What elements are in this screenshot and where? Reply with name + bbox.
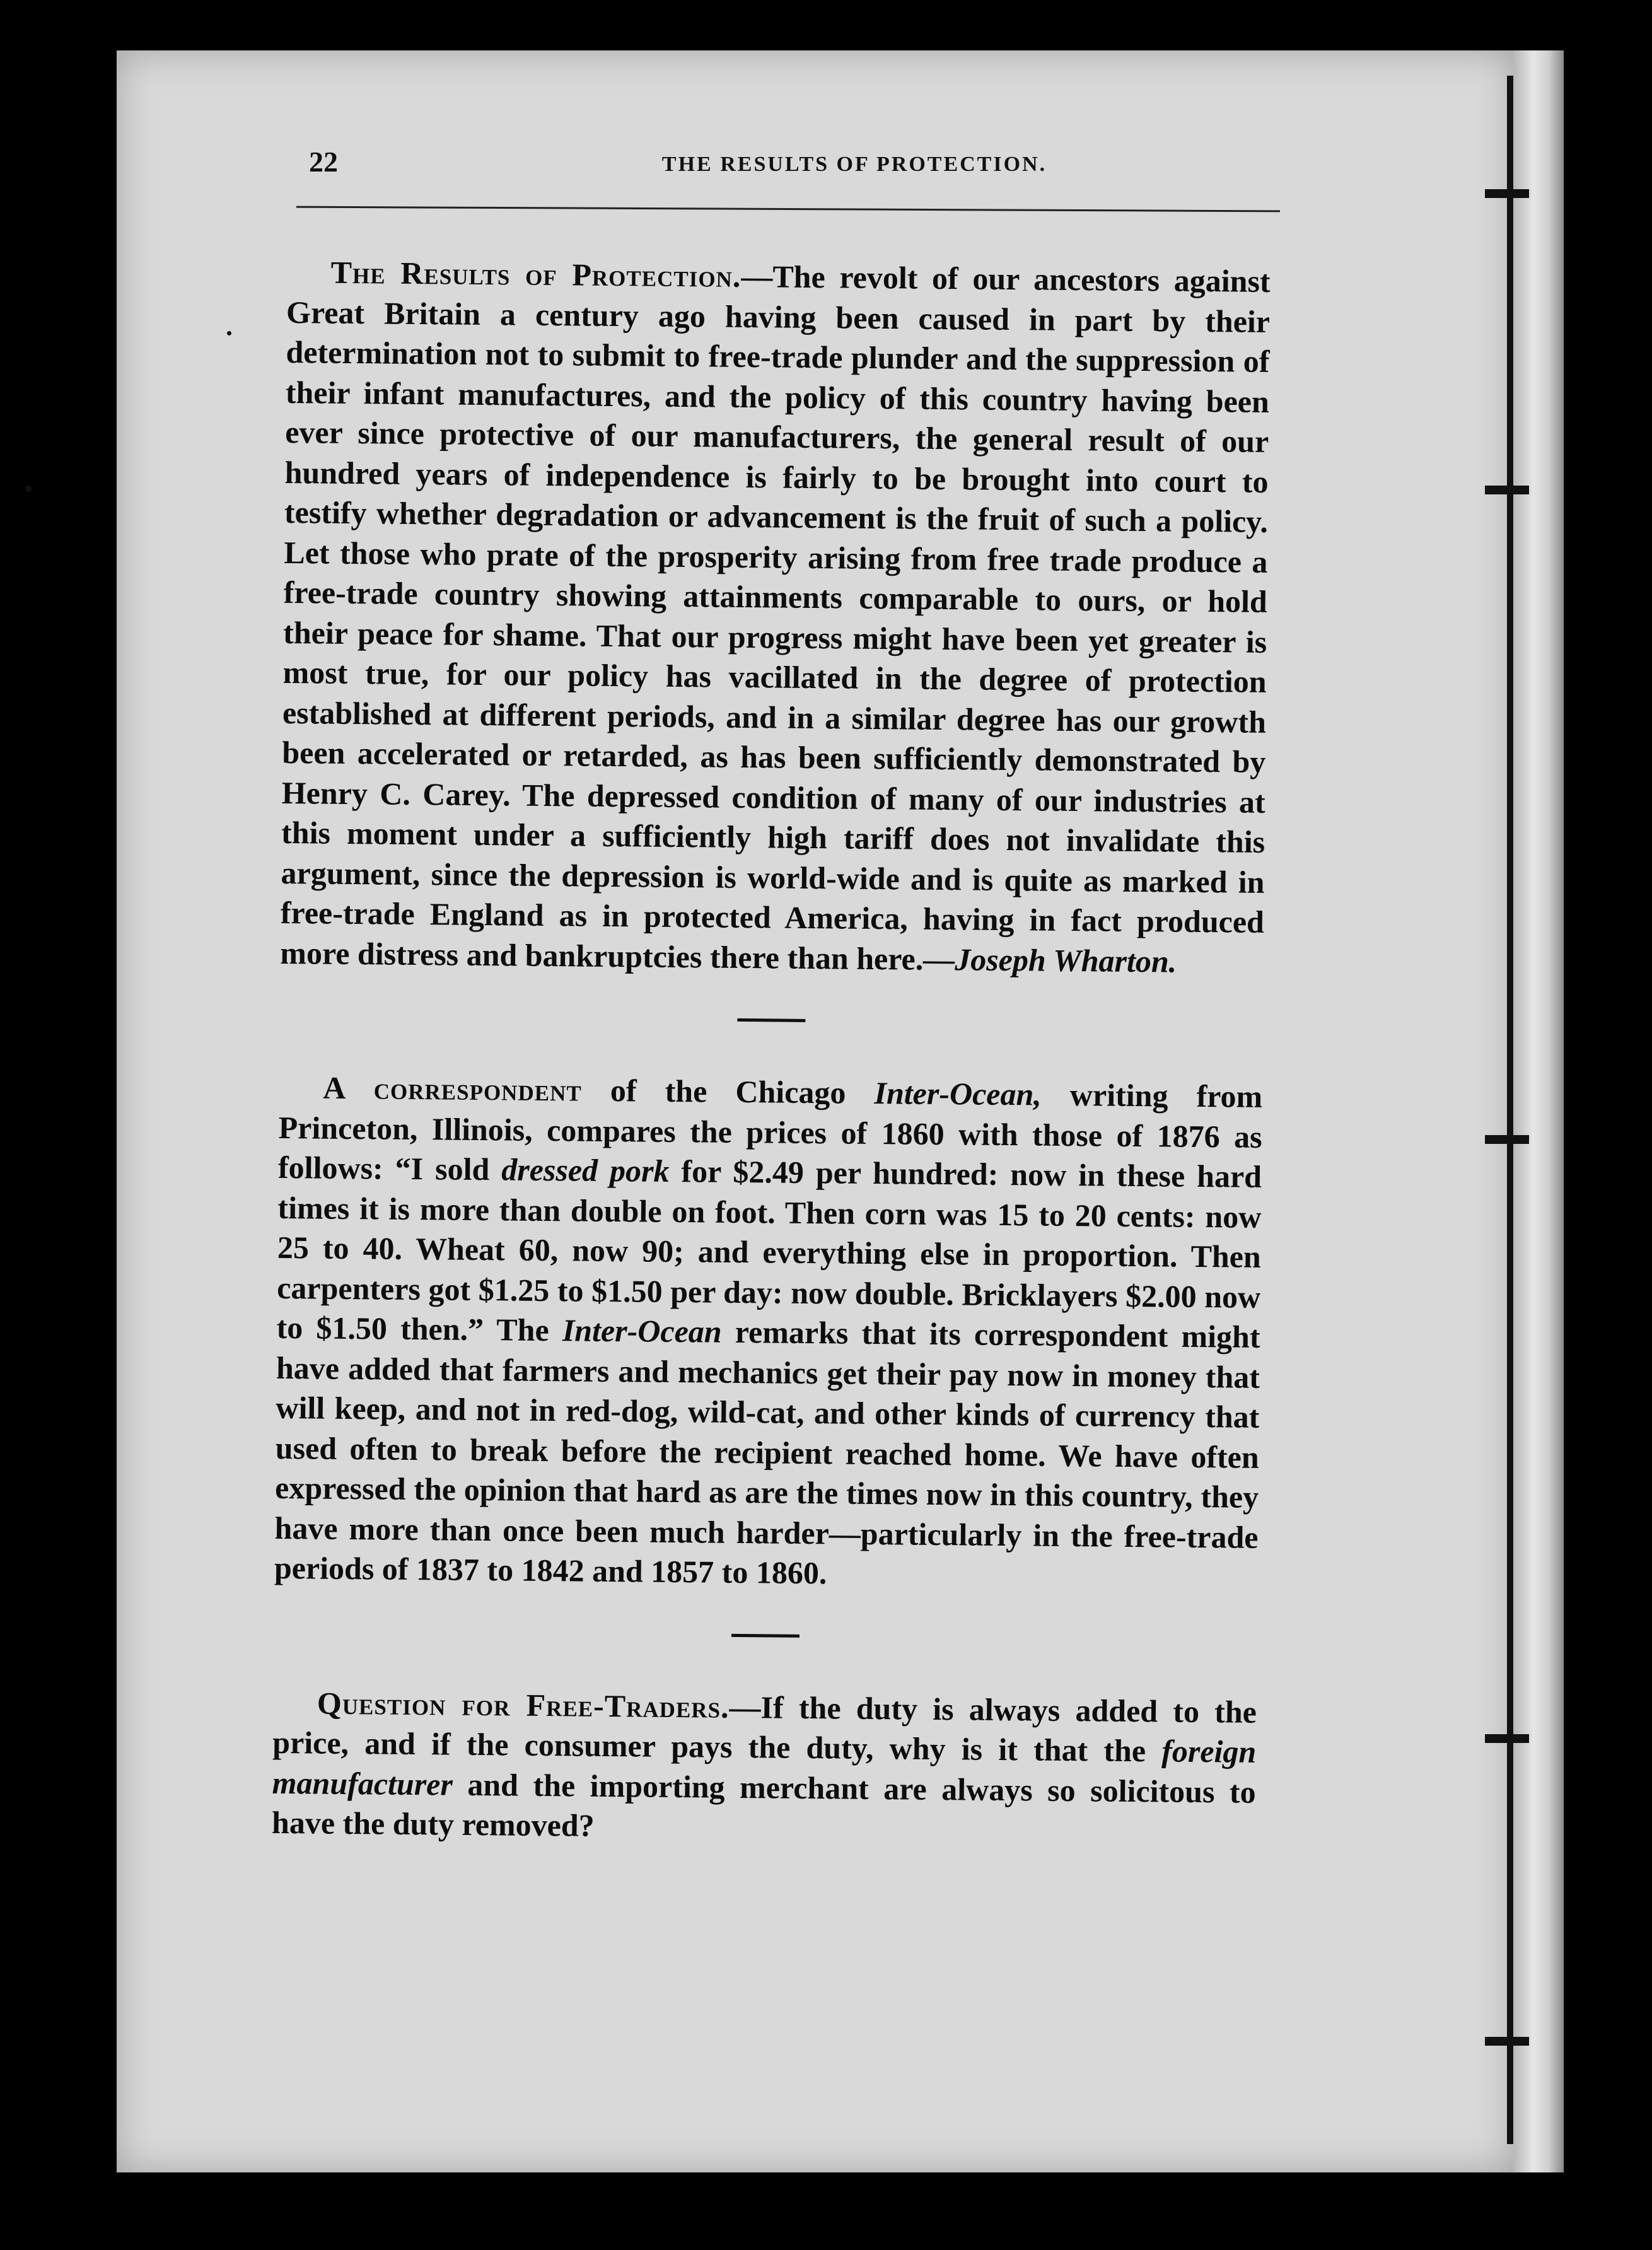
section-divider: [731, 1633, 800, 1637]
section-divider: [737, 1018, 805, 1022]
article-text: writing from Princeton, Illinois, compares the prices of 1860 with those of 1876 as follows: “I sold: [277, 1076, 1263, 1187]
page-number: 22: [309, 146, 338, 178]
article-text: remarks that its correspondent might have added that farmers and mechanics get their pay now in money that will keep, and not in red-dog, wild-cat, and other kinds of currency that used often to break before the recipient reached home. We have often expressed the opinion that hard as are the times now in this country, they have more than once been much harder—particularly in the free-trade periods of 1837 to 1842 and 1857 to 1860.: [274, 1314, 1260, 1591]
article-heading: The Results of Protection.: [330, 254, 742, 294]
article-text: —If the duty is always added to the price, and if the consumer pays the duty, why is it that the: [272, 1689, 1257, 1769]
article-attribution: —Joseph Wharton.: [922, 941, 1177, 979]
article-text: —The revolt of our ancestors against Great Britain a century ago having been caused in part by their determination not to submit to free-trade plunder and the suppression of their infant manufactures, and the policy of this country having been ever since protective of our manufacturers, the general result of our hundred years of independence is fairly to be brought into court to testify whether degradation or advancement is the fruit of such a policy. Let those who prate of the prosperity arising from free trade produce a free-trade country showing attainments comparable to ours, or hold their peace for shame. That our progress might have been yet greater is most true, for our policy has vacillated in the degree of protection established at different periods, and in a similar degree has our growth been accelerated or retarded, as has been sufficiently demonstrated by Henry C. Carey. The depressed condition of many of our industries at this moment under a sufficiently high tariff does not invalidate this argument, since the depression is world-wide and is quite as marked in free-trade England as in protected America, having in fact produced more distress and bankruptcies there than here.: [280, 258, 1271, 977]
article-question-for-free-traders: [272, 1682, 1257, 1852]
binding-knot: [1485, 189, 1529, 198]
emphasis-text: foreign manufacturer: [272, 1733, 1257, 1802]
article-text: for $2.49 per hundred: now in these hard times it is more than double on foot. Then corn was 15 to 20 cents: now 25 to 40. Wheat 60, now 90; and everything else in proportion. Then carpenters got $1.25 to $1.50 per day: now double. Bricklayers $2.00 now to $1.50 then.” The: [276, 1153, 1262, 1348]
page-header: [309, 145, 1274, 189]
article-heading: A correspondent: [323, 1070, 583, 1108]
scan-speck: [227, 331, 231, 335]
newspaper-name: Inter-Ocean: [562, 1312, 722, 1349]
binding-knot: [1485, 1135, 1529, 1144]
binding-thread: [1507, 76, 1513, 2144]
emphasis-text: dressed pork: [501, 1151, 670, 1189]
running-title: THE RESULTS OF PROTECTION.: [661, 153, 1047, 176]
article-text: of the Chicago: [581, 1072, 875, 1111]
article-heading: Question for Free-Traders.: [317, 1685, 730, 1725]
article-results-of-protection: [280, 252, 1271, 982]
article-text: and the importing merchant are always so solicitous to have the duty removed?: [271, 1766, 1256, 1843]
binding-knot: [1485, 486, 1529, 494]
book-spine: [1513, 50, 1564, 2172]
binding-knot: [1485, 2037, 1529, 2046]
scan-speck: [25, 486, 32, 492]
binding-knot: [1485, 1734, 1529, 1743]
page-body: [272, 252, 1271, 1852]
newspaper-name: Inter-Ocean,: [874, 1075, 1042, 1112]
article-correspondent: [274, 1068, 1263, 1597]
